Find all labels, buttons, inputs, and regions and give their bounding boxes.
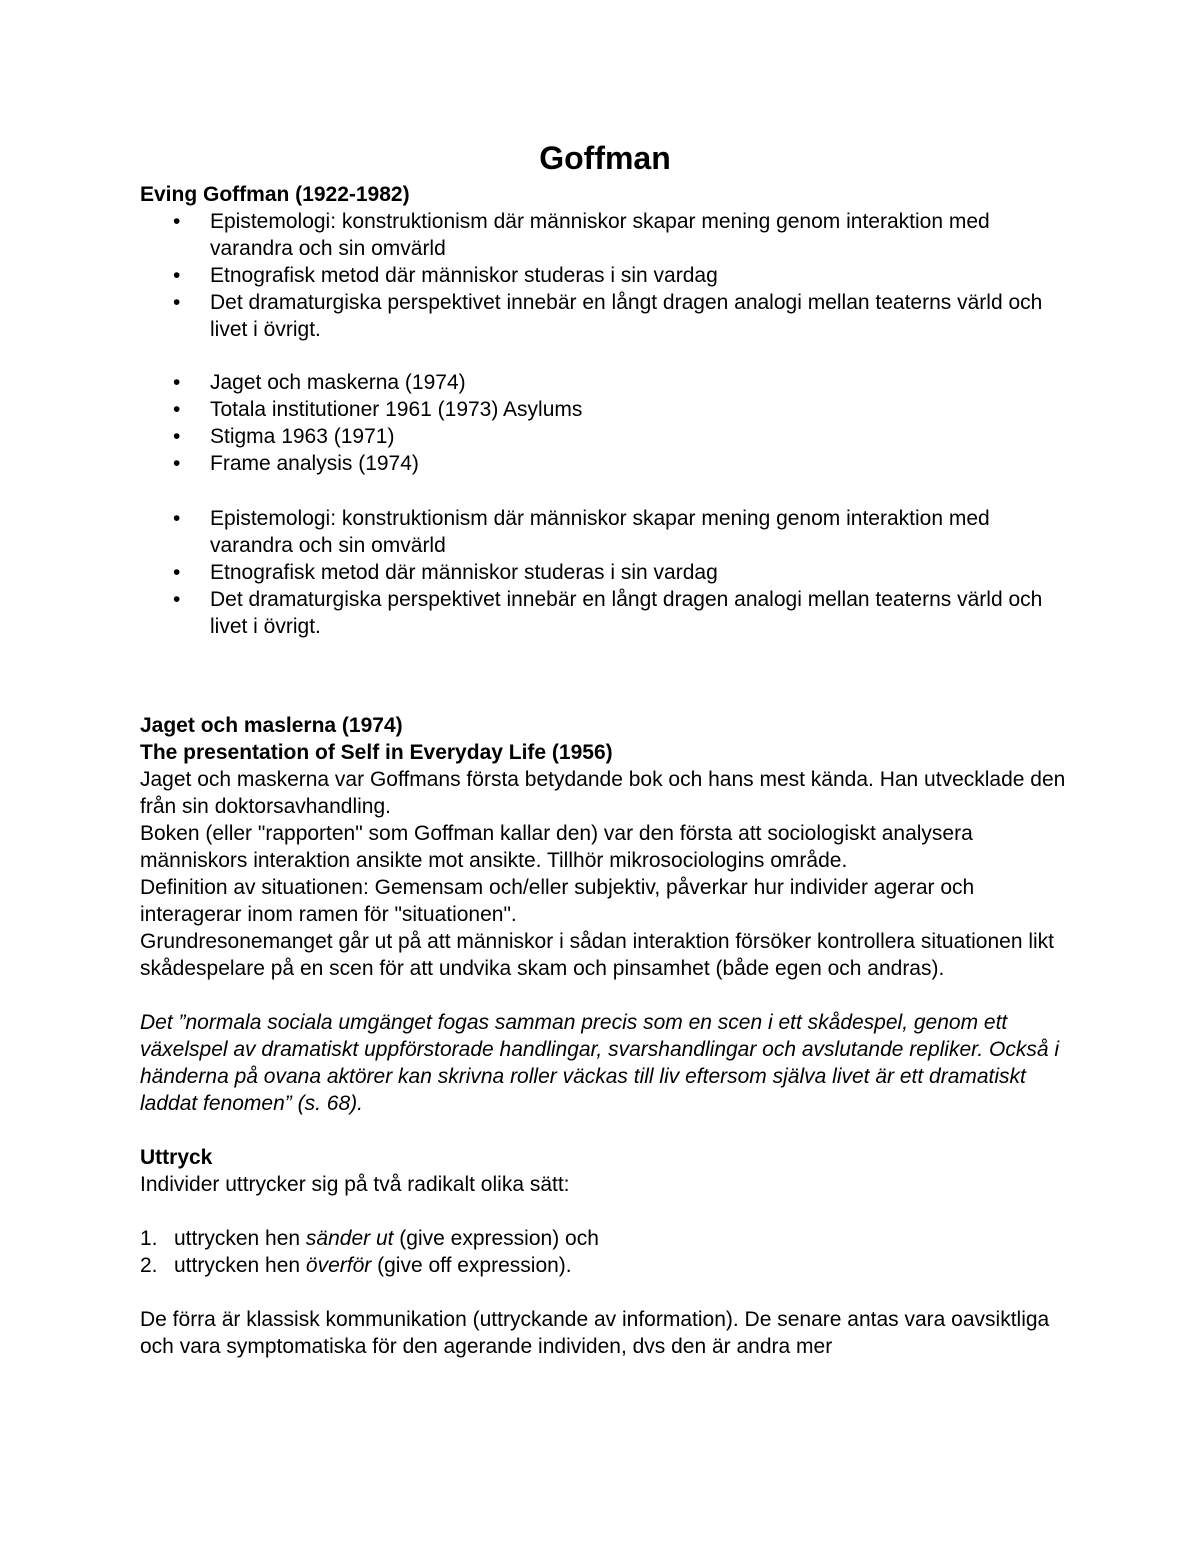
spacer <box>140 640 1070 712</box>
list-item: • Det dramaturgiska perspektivet innebär en långt dragen analogi mellan teaterns värld och livet i övrigt. <box>173 291 1043 341</box>
bullet-list-books <box>140 369 1070 477</box>
list-item: • Totala institutioner 1961 (1973) Asylums <box>173 398 583 421</box>
spacer <box>140 343 1070 369</box>
spacer <box>140 1279 1070 1306</box>
section-heading-jaget: Jaget och maslerna (1974) <box>140 714 403 737</box>
paragraph: De förra är klassisk kommunikation (uttryckande av information). De senare antas vara oavsiktliga och vara symptomatiska för den agerande individen, dvs den är andra mer <box>140 1308 1050 1358</box>
bullet-icon: • <box>173 398 181 421</box>
bullet-icon: • <box>173 371 181 394</box>
list-item: • Epistemologi: konstruktionism där människor skapar mening genom interaktion med varandra och sin omvärld <box>173 210 990 260</box>
paragraph: Definition av situationen: Gemensam och/eller subjektiv, påverkar hur individer agerar och interagerar inom ramen för "situationen". <box>140 876 975 926</box>
list-item: • Stigma 1963 (1971) <box>173 425 395 448</box>
spacer <box>140 1117 1070 1144</box>
list-item: 1. uttrycken hen sänder ut (give expression) och <box>140 1227 599 1250</box>
section-heading-uttryck: Uttryck <box>140 1146 213 1169</box>
list-item: • Det dramaturgiska perspektivet innebär en långt dragen analogi mellan teaterns värld och livet i övrigt. <box>173 588 1043 638</box>
document-title: Goffman <box>539 140 671 176</box>
bullet-icon: • <box>173 210 181 233</box>
bullet-icon: • <box>173 507 181 530</box>
bullet-icon: • <box>173 452 181 475</box>
section-subheading-presentation: The presentation of Self in Everyday Life (1956) <box>140 741 613 764</box>
bullet-list-intro <box>140 208 1070 343</box>
bullet-icon: • <box>173 425 181 448</box>
list-item: • Epistemologi: konstruktionism där människor skapar mening genom interaktion med varandra och sin omvärld <box>173 507 990 557</box>
bullet-icon: • <box>173 561 181 584</box>
list-item: • Etnografisk metod där människor studeras i sin vardag <box>173 561 718 584</box>
bullet-list-repeat <box>140 505 1070 640</box>
quote-paragraph: Det ”normala sociala umgänget fogas samman precis som en scen i ett skådespel, genom ett växelspel av dramatiskt uppförstorade handlingar, svarshandlingar och avslutande repliker. Också i händerna på ovana aktörer kan skrivna roller väckas till liv eftersom själva livet är ett dramatiskt laddat fenomen” (s. 68). <box>140 1011 1060 1115</box>
spacer <box>140 1198 1070 1225</box>
paragraph: Jaget och maskerna var Goffmans första betydande bok och hans mest kända. Han utvecklade den från sin doktorsavhandling. <box>140 768 1066 818</box>
paragraph: Individer uttrycker sig på två radikalt olika sätt: <box>140 1173 570 1196</box>
numbered-list <box>140 1225 1070 1279</box>
list-item: • Jaget och maskerna (1974) <box>173 371 466 394</box>
bullet-icon: • <box>173 264 181 287</box>
list-item: 2. uttrycken hen överför (give off expression). <box>140 1254 572 1277</box>
author-heading: Eving Goffman (1922-1982) <box>140 183 410 206</box>
bullet-icon: • <box>173 588 181 611</box>
paragraph: Boken (eller "rapporten" som Goffman kallar den) var den första att sociologiskt analysera människors interaktion ansikte mot ansikte. Tillhör mikrosociologins område. <box>140 822 973 872</box>
paragraph: Grundresonemanget går ut på att människor i sådan interaktion försöker kontrollera situationen likt skådespelare på en scen för att undvika skam och pinsamhet (både egen och andras). <box>140 930 1054 980</box>
spacer <box>140 477 1070 505</box>
spacer <box>140 982 1070 1009</box>
document-page <box>140 138 1070 1360</box>
list-item: • Etnografisk metod där människor studeras i sin vardag <box>173 264 718 287</box>
list-item: • Frame analysis (1974) <box>173 452 419 475</box>
bullet-icon: • <box>173 291 181 314</box>
